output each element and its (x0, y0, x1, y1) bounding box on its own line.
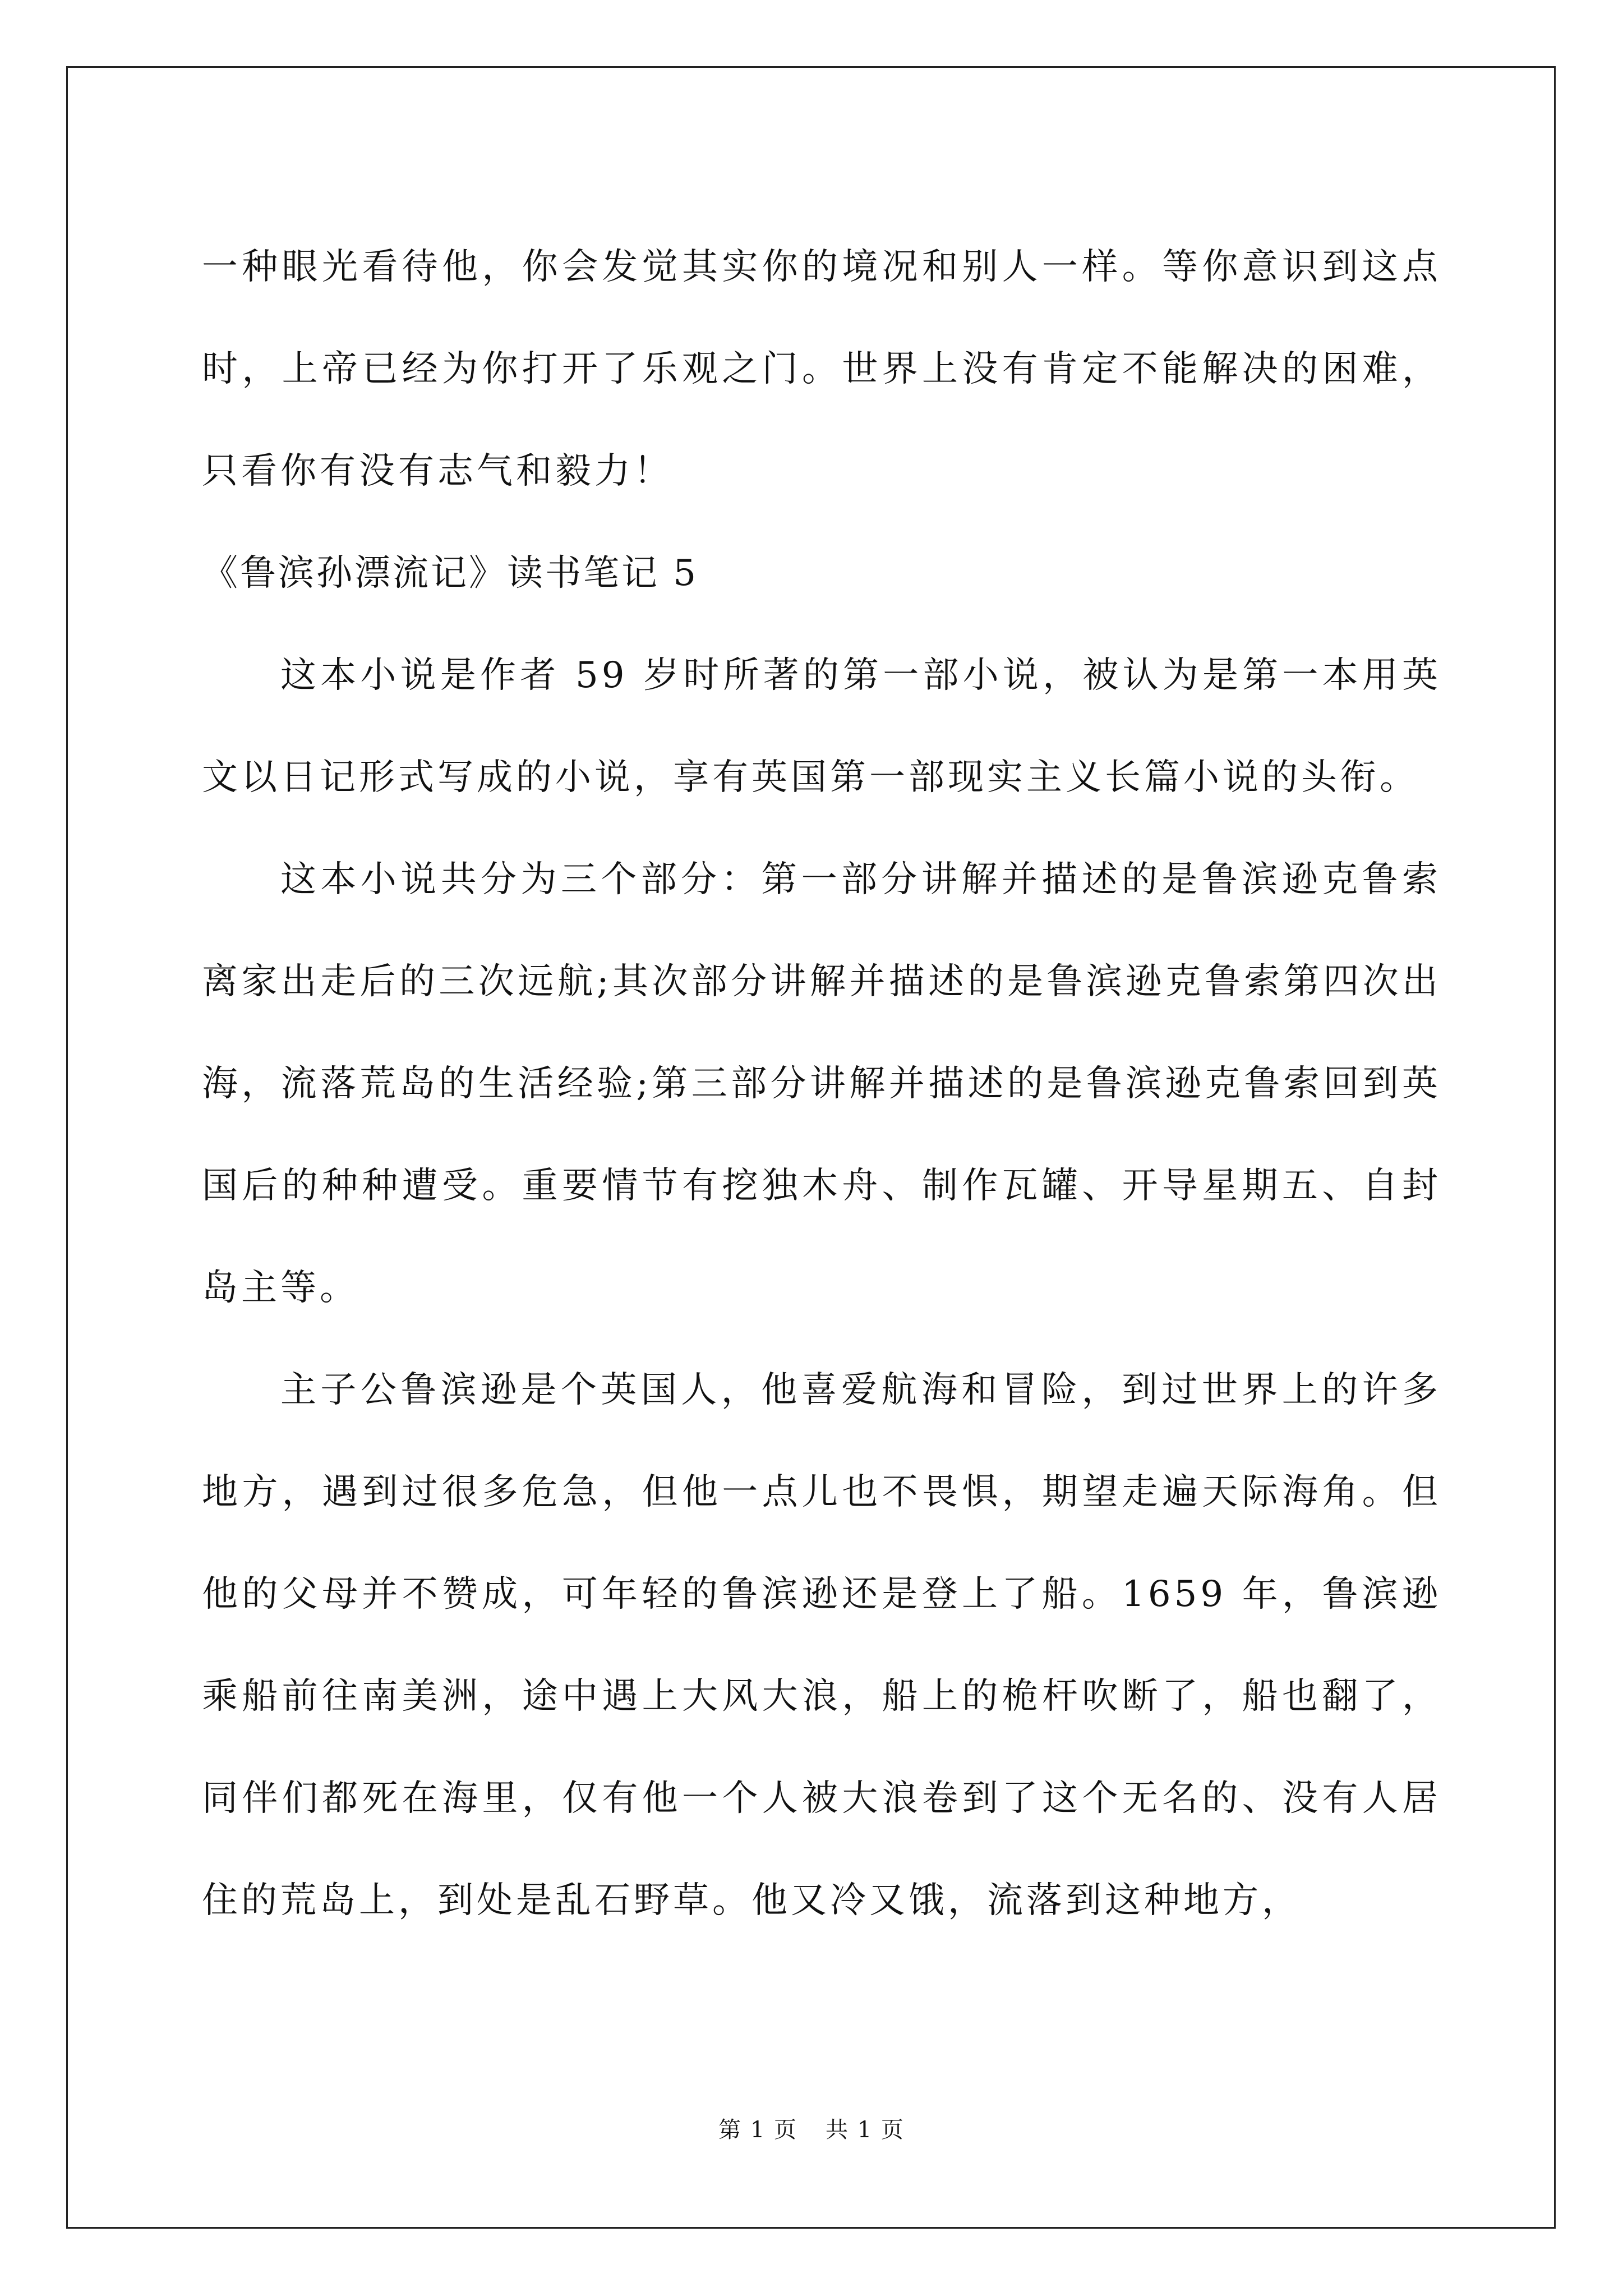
paragraph-continued: 一种眼光看待他，你会发觉其实你的境况和别人一样。等你意识到这点时，上帝已经为你打开了乐观之门。世界上没有肯定不能解决的困难，只看你有没有志气和毅力！ (202, 246, 1441, 492)
document-body (202, 216, 1441, 1952)
paragraph-structure: 这本小说共分为三个部分：第一部分讲解并描述的是鲁滨逊克鲁索离家出走后的三次远航;其次部分讲解并描述的是鲁滨逊克鲁索第四次出海，流落荒岛的生活经验;第三部分讲解并描述的是鲁滨逊克鲁索回到英国后的种种遭受。重要情节有挖独木舟、制作瓦罐、开导星期五、自封岛主等。 (202, 859, 1441, 1309)
paragraph-intro: 这本小说是作者 59 岁时所著的第一部小说，被认为是第一本用英文以日记形式写成的小说，享有英国第一部现实主义长篇小说的头衔。 (202, 655, 1441, 798)
page-total: 共 1 页 (826, 2117, 905, 2143)
page-footer (0, 2112, 1623, 2144)
paragraph-protagonist: 主子公鲁滨逊是个英国人，他喜爱航海和冒险，到过世界上的许多地方，遇到过很多危急，但他一点儿也不畏惧，期望走遍天际海角。但他的父母并不赞成，可年轻的鲁滨逊还是登上了船。1659 年，鲁滨逊乘船前往南美洲，途中遇上大风大浪，船上的桅杆吹断了，船也翻了，同伴们都死在海里，仅有他一个人被大浪卷到了这个无名的、没有人居住的荒岛上，到处是乱石野草。他又冷又饿，流落到这种地方， (202, 1369, 1441, 1921)
page-number: 第 1 页 (718, 2117, 797, 2143)
section-heading: 《鲁滨孙漂流记》读书笔记 5 (202, 553, 699, 594)
